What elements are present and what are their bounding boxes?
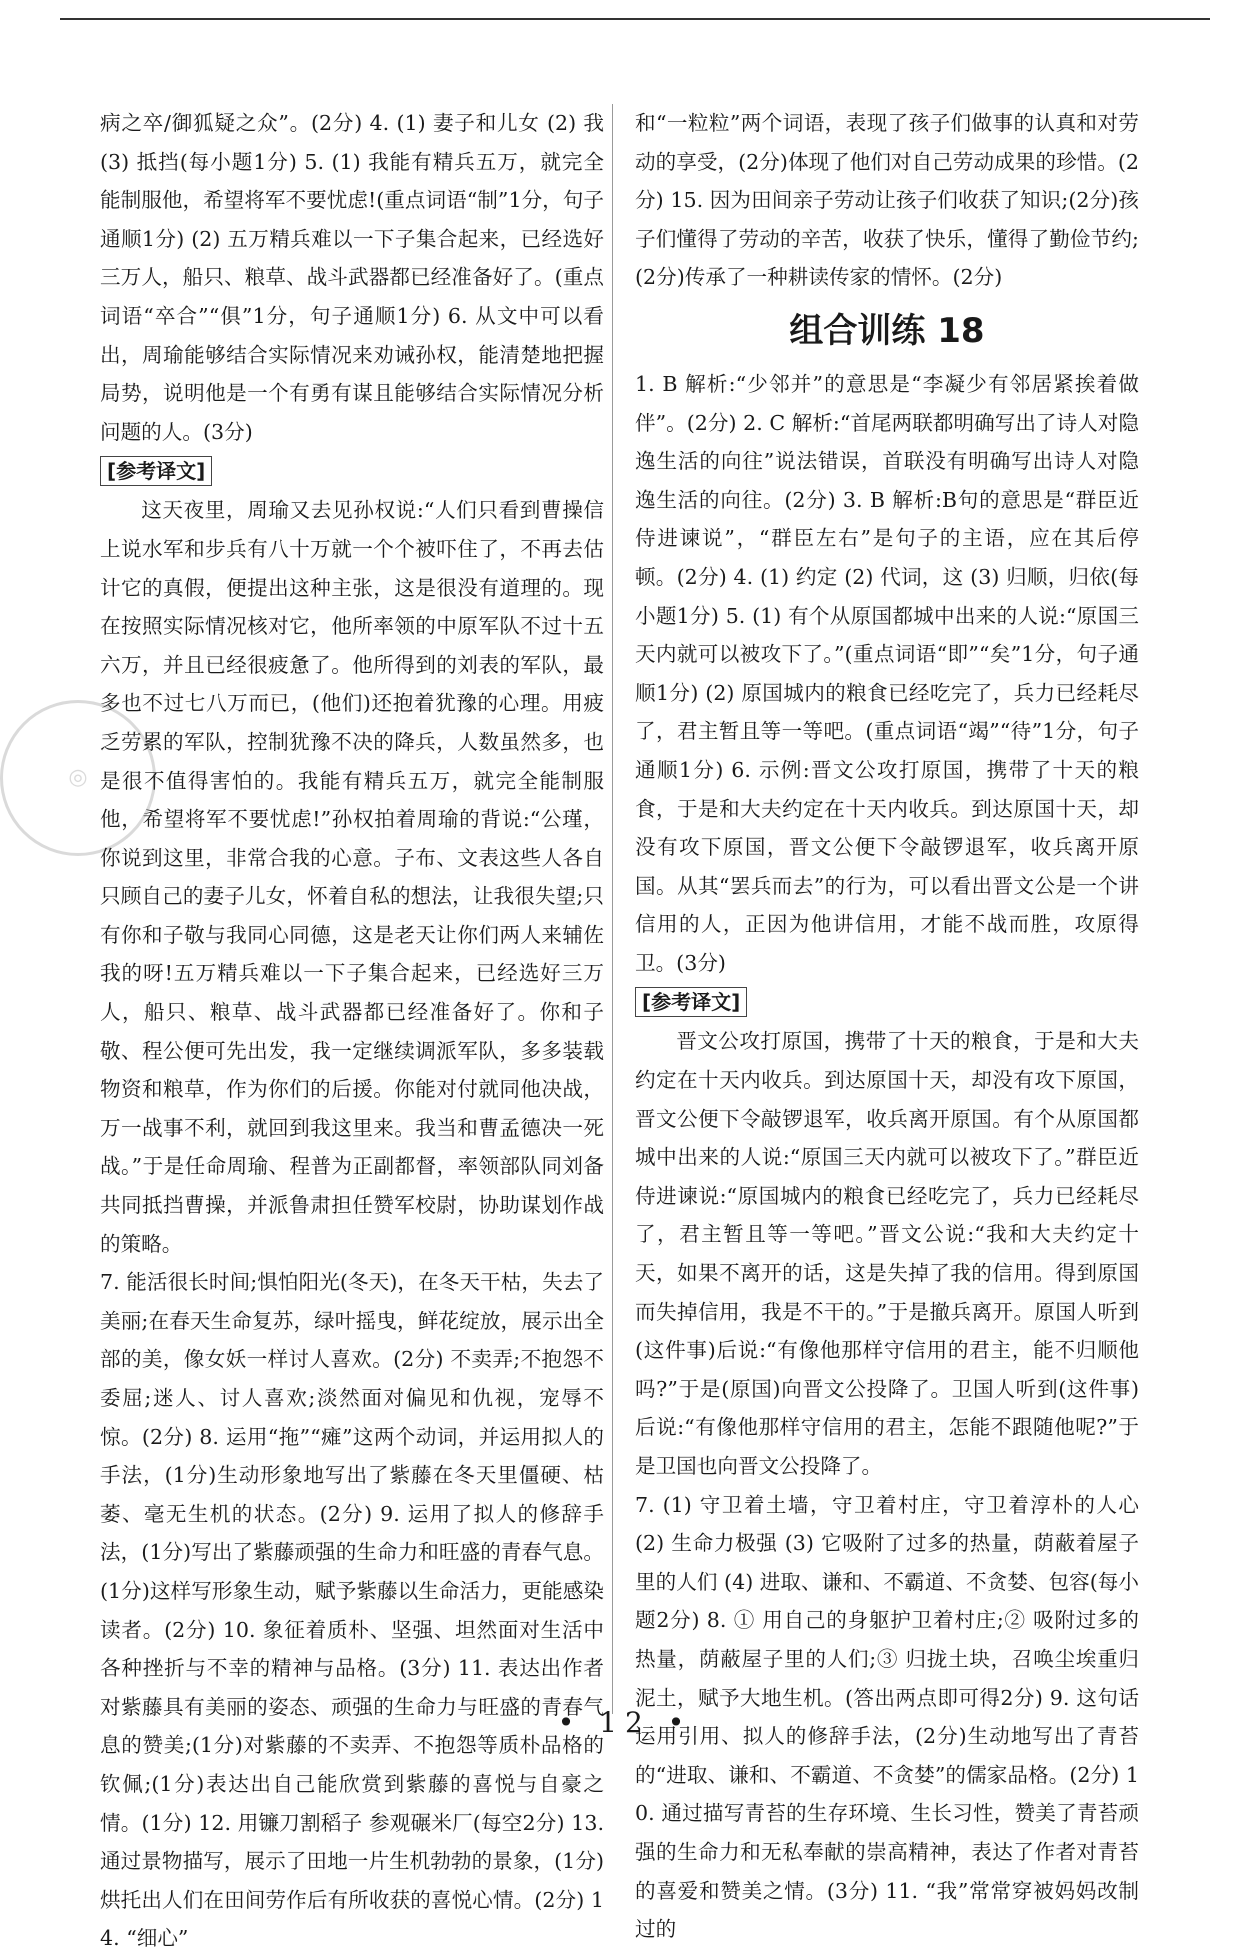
answer-block-5: 7. (1) 守卫着土墙，守卫着村庄，守卫着淳朴的人心 (2) 生命力极强 (3) 它吸附了过多的热量，荫蔽着屋子里的人们 (4) 进取、谦和、不霸道、不贪婪、包容(每小题2分) 8. ① 用自己的身躯护卫着村庄;② 吸附过多的热量，荫蔽屋子里的人们;③ 归拢土块，召唤尘埃重归泥土，赋予大地生机。(答出两点即可得2分) 9. 这句话运用引用、拟人的修辞手法，(2分)生动地写出了青苔的“进取、谦和、不霸道、不贪婪”的儒家品格。(2分) 10. 通过描写青苔的生存环境、生长习性，赞美了青苔顽强的生命力和无私奉献的崇高精神，表达了作者对青苔的喜爱和赞美之情。(3分) 11. “我”常常穿被妈妈改制过的 <box>635 1492 1139 1942</box>
answer-block-4: 1. B 解析:“少邻并”的意思是“李凝少有邻居紧挨着做伴”。(2分) 2. C 解析:“首尾两联都明确写出了诗人对隐逸生活的向往”说法错误，首联没有明确写出诗人对隐逸生活的向往。(2分) 3. B 解析:B句的意思是“群臣近侍进谏说”，“群臣左右”是句子的主语，应在其后停顿。(2分) 4. (1) 约定 (2) 代词，这 (3) 归顺，归依(每小题1分) 5. (1) 有个从原国都城中出来的人说:“原国三天内就可以被攻下了。”(重点词语“即”“矣”1分，句子通顺1分) (2) 原国城内的粮食已经吃完了，兵力已经耗尽了，君主暂且等一等吧。(重点词语“竭”“待”1分，句子通顺1分) 6. 示例:晋文公攻打原国，携带了十天的粮食，于是和大夫约定在十天内收兵。到达原国十天，却没有攻下原国，晋文公便下令敲锣退军，收兵离开原国。从其“罢兵而去”的行为，可以看出晋文公是一个讲信用的人，正因为他讲信用，才能不战而胜，攻原得卫。(3分) <box>635 371 1139 975</box>
translation-text-2: 晋文公攻打原国，携带了十天的粮食，于是和大夫约定在十天内收兵。到达原国十天，却没有攻下原国，晋文公便下令敲锣退军，收兵离开原国。有个从原国都城中出来的人说:“原国三天内就可以被攻下了。”群臣近侍进谏说:“原国城内的粮食已经吃完了，兵力已经耗尽了，君主暂且等一等吧。”晋文公说:“我和大夫约定十天，如果不离开的话，这是失掉了我的信用。得到原国而失掉信用，我是不干的。”于是撤兵离开。原国人听到(这件事)后说:“有像他那样守信用的君主，能不归顺他吗?”于是(原国)向晋文公投降了。卫国人听到(这件事)后说:“有像他那样守信用的君主，怎能不跟随他呢?”于是卫国也向晋文公投降了。 <box>635 1029 1139 1478</box>
top-rule <box>60 18 1210 20</box>
reference-translation-label: [参考译文] <box>100 456 212 486</box>
reference-translation-label-2: [参考译文] <box>635 987 747 1017</box>
page-number: • 12 • <box>557 1706 693 1739</box>
section-title: 组合训练 18 <box>789 310 985 351</box>
column-divider <box>612 104 613 1714</box>
answer-block-3: 和“一粒粒”两个词语，表现了孩子们做事的认真和对劳动的享受，(2分)体现了他们对自己劳动成果的珍惜。(2分) 15. 因为田间亲子劳动让孩子们收获了知识;(2分)孩子们懂得了劳动的辛苦，收获了快乐，懂得了勤俭节约;(2分)传承了一种耕读传家的情怀。(2分) <box>635 111 1139 290</box>
translation-text: 这天夜里，周瑜又去见孙权说:“人们只看到曹操信上说水军和步兵有八十万就一个个被吓住了，不再去估计它的真假，便提出这种主张，这是很没有道理的。现在按照实际情况核对它，他所率领的中原军队不过十五六万，并且已经很疲惫了。他所得到的刘表的军队，最多也不过七八万而已，(他们)还抱着犹豫的心理。用疲乏劳累的军队，控制犹豫不决的降兵，人数虽然多，也是很不值得害怕的。我能有精兵五万，就完全能制服他，希望将军不要忧虑!”孙权拍着周瑜的背说:“公瑾，你说到这里，非常合我的心意。子布、文表这些人各自只顾自己的妻子儿女，怀着自私的想法，让我很失望;只有你和子敬与我同心同德，这是老天让你们两人来辅佐我的呀!五万精兵难以一下子集合起来，已经选好三万人，船只、粮草、战斗武器都已经准备好了。你和子敬、程公便可先出发，我一定继续调派军队，多多装载物资和粮草，作为你们的后援。你能对付就同他决战，万一战事不利，就回到我这里来。我当和曹孟德决一死战。”于是任命周瑜、程普为正副都督，率领部队同刘备共同抵挡曹操，并派鲁肃担任赞军校尉，协助谋划作战的策略。 <box>100 498 604 1256</box>
answer-block-1: 病之卒/御狐疑之众”。(2分) 4. (1) 妻子和儿女 (2) 我 (3) 抵挡(每小题1分) 5. (1) 我能有精兵五万，就完全能制服他，希望将军不要忧虑!(重点词语“制”1分，句子通顺1分) (2) 五万精兵难以一下子集合起来，已经选好三万人，船只、粮草、战斗武器都已经准备好了。(重点词语“卒合”“俱”1分，句子通顺1分) 6. 从文中可以看出，周瑜能够结合实际情况来劝诫孙权，能清楚地把握局势，说明他是一个有勇有谋且能够结合实际情况分析问题的人。(3分) <box>100 111 604 444</box>
answer-block-2: 7. 能活很长时间;惧怕阳光(冬天)，在冬天干枯，失去了美丽;在春天生命复苏，绿叶摇曳，鲜花绽放，展示出全部的美，像女妖一样讨人喜欢。(2分) 不卖弄;不抱怨不委屈;迷人、讨人喜欢;淡然面对偏见和仇视，宠辱不惊。(2分) 8. 运用“拖”“瘫”这两个动词，并运用拟人的手法，(1分)生动形象地写出了紫藤在冬天里僵硬、枯萎、毫无生机的状态。(2分) 9. 运用了拟人的修辞手法，(1分)写出了紫藤顽强的生命力和旺盛的青春气息。(1分)这样写形象生动，赋予紫藤以生命活力，更能感染读者。(2分) 10. 象征着质朴、坚强、坦然面对生活中各种挫折与不幸的精神与品格。(3分) 11. 表达出作者对紫藤具有美丽的姿态、顽强的生命力与旺盛的青春气息的赞美;(1分)对紫藤的不卖弄、不抱怨等质朴品格的钦佩;(1分)表达出自己能欣赏到紫藤的喜悦与自豪之情。(1分) 12. 用镰刀割稻子 参观碾米厂(每空2分) 13. 通过景物描写，展示了田地一片生机勃勃的景象，(1分)烘托出人们在田间劳作后有所收获的喜悦心情。(2分) 14. “细心” <box>100 1270 604 1951</box>
right-column <box>635 104 1139 1949</box>
watermark-seal: ◎ <box>0 700 156 856</box>
left-column <box>100 104 604 1958</box>
